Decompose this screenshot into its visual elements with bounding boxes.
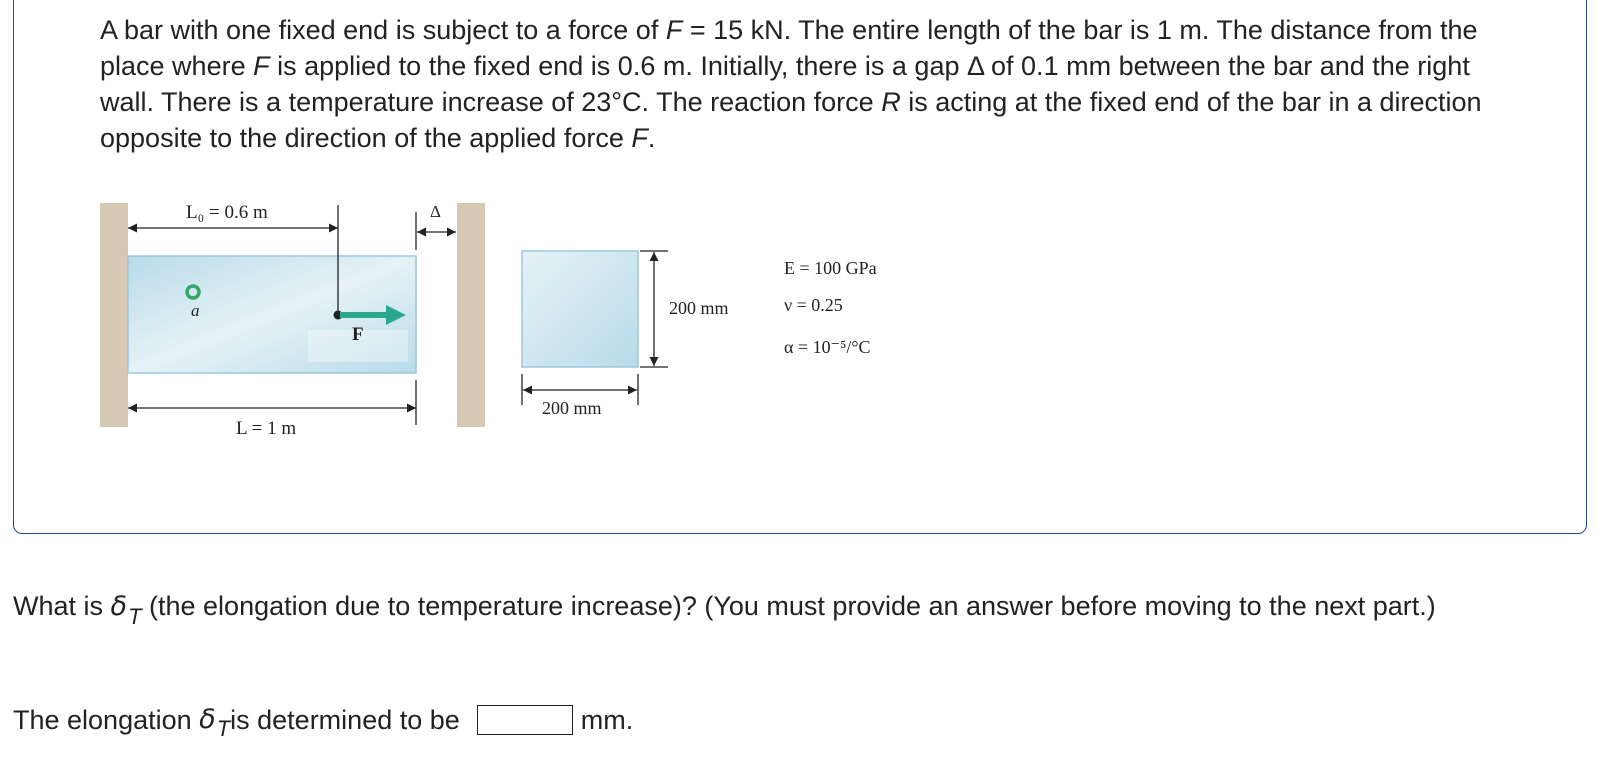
delta-symbol: δ (110, 591, 128, 622)
l0-label: L₀ = 0.6 m (186, 202, 268, 223)
delta-symbol: δ (199, 704, 216, 735)
problem-text-part: is applied to the fixed end is 0.6 m. Initially, there is a gap Δ of 0.1 mm between the bar and the right wall. There is a temperature increase of 23°C. The reaction force (100, 51, 1470, 117)
problem-text-part: A bar with one fixed end is subject to a force of (100, 15, 666, 45)
problem-text-part: . (647, 123, 656, 153)
force-variable: F (253, 51, 270, 81)
delta-subscript: T (128, 604, 142, 629)
reaction-variable: R (881, 87, 901, 117)
question-text (13, 584, 1608, 630)
answer-unit: mm. (580, 705, 634, 735)
elongation-answer-input[interactable] (477, 705, 573, 735)
question-text-part: (the elongation due to temperature increase)? (You must provide an answer before moving to the next part.) (141, 591, 1436, 621)
left-wall (100, 203, 128, 427)
answer-prefix: The elongation (13, 705, 192, 735)
gap-label: Δ (430, 202, 441, 221)
poisson-ratio-label: ν = 0.25 (784, 295, 843, 315)
problem-text-part: = 15 kN. The entire length of the bar is 1 m. The distance from the place where (100, 15, 1478, 81)
point-a-label: a (191, 301, 200, 320)
force-label: F (352, 324, 364, 345)
question-text-part: What is (13, 591, 111, 621)
section-height-label: 200 mm (669, 298, 729, 318)
delta-subscript: T (216, 716, 231, 741)
section-width-label: 200 mm (542, 398, 602, 418)
force-variable: F (631, 123, 648, 153)
modulus-label: E = 100 GPa (784, 258, 877, 278)
problem-text-part: is acting at the fixed end of the bar in a direction opposite to the direction of the applied force (100, 87, 1482, 153)
thermal-coefficient-label: α = 10⁻⁵/°C (784, 337, 871, 357)
answer-row (13, 700, 633, 740)
cross-section (522, 251, 638, 367)
l-label: L = 1 m (236, 418, 297, 439)
force-variable: F (665, 15, 683, 45)
right-wall (457, 203, 485, 427)
answer-text: is determined to be (230, 705, 460, 735)
